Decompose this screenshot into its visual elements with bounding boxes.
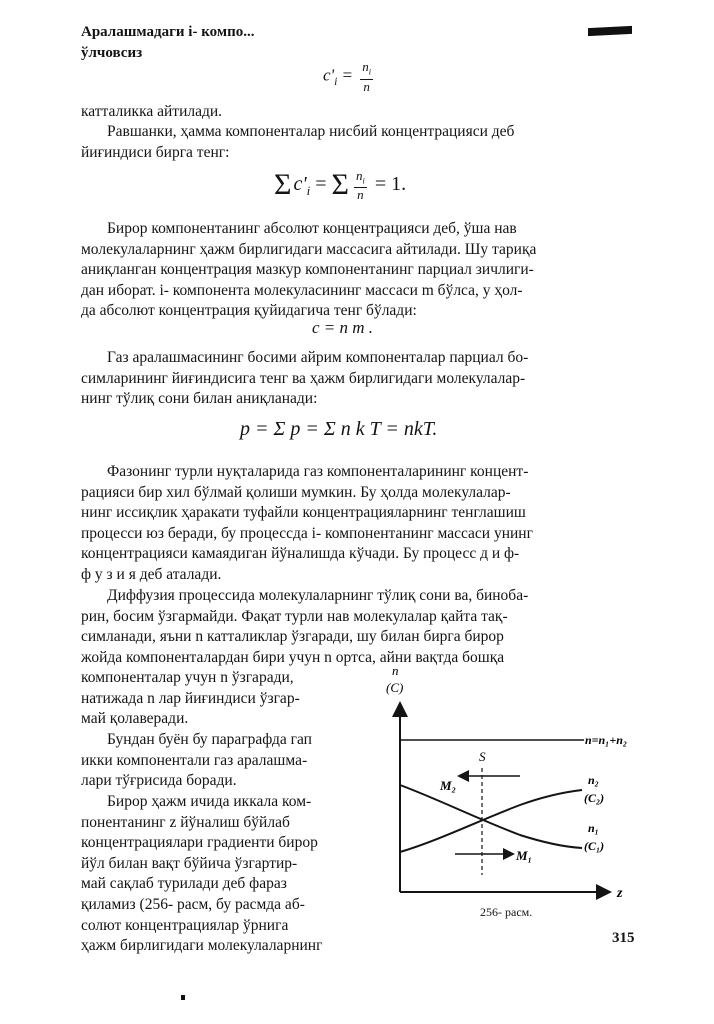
formula-absolute-concentration: c = n m . (312, 318, 374, 337)
s-label: S (479, 749, 486, 764)
n2-curve (400, 790, 582, 852)
figure-256-concentration-diagram (370, 660, 650, 910)
c2-label: (C₂) (584, 791, 605, 805)
paragraph-diffusion: Фазонинг турли нуқталарида газ компоненталарининг концент- рацияси бир хил бўлмай қолиши мумкин. Бу ҳолда молекулалар- нинг иссиқлик ҳаракати туфайли концентрацияларнинг тенглашиш процесси юз беради, бу процессда i- компонентанинг массаси унинг концентрацияси камаядиган йўналишда кўчади. Бу процесс д и ф- ф у з и я деб аталади. (81, 463, 533, 583)
formula-relative-concentration: $c'_i$ = $\frac{n_i}{n}$ (323, 59, 372, 94)
paragraph-relative-end: катталикка айтилади. (81, 103, 223, 120)
y-axis-label-c: (C) (386, 680, 404, 695)
header-line: Аралашмадаги i- компо... ўлчовсиз (81, 24, 255, 61)
paragraph-process: Диффузия процессида молекулаларнинг тўлиқ сони ва, биноба- рин, босим ўзгармайди. Фақат турли нав молекулалар қайта тақ- симланади, яъни n катталиклар ўзгаради, шу билан бирга бирор жойда компоненталардан бири учун n ортса, айни вақтда бошқа (81, 587, 529, 666)
paragraph-absolute-concentration: Бирор компонентанинг абсолют концентрацияси деб, ўша нав молекулаларнинг ҳажм бирлигидаги массасига айтилади. Шу тариқа аниқланган концентрация мазкур компонентанинг парциал зичлиги- дан иборат. i- компонента молекуласининг массаси m бўлса, у ҳол- да абсолют концентрация қуйидагича тенг бўлади: (81, 220, 537, 320)
page-number: 315 (612, 930, 635, 946)
figure-caption: 256- расм. (480, 905, 533, 919)
n2-label: n₂ (588, 773, 599, 787)
paragraph-assume-gradient: Бирор ҳажм ичида иккала ком- понентанинг z йўналиш бўйлаб концентрациялари градиенти бирор йўл билан вақт бўйича ўзгартир- май сақлаб турилади деб фараз қиламиз (256- расм, бу расмда аб- солют концентрациялар ўрнига ҳажм бирлигидаги молекулаларнинг (81, 793, 323, 955)
m1-label: M₁ (516, 848, 533, 863)
n1-label: n₁ (588, 821, 599, 835)
scan-mark-top-right (588, 26, 632, 36)
formula-sum-relative: $\Sigma c'_i = \Sigma$ $\frac{n_i}{n}$ = 1. (274, 167, 407, 203)
x-axis-label: z (617, 886, 623, 901)
paragraph-left-column: компоненталар учун n ўзгаради, натижада n лар йиғиндиси ўзгар- май қолаверади. (81, 669, 300, 728)
scan-mark-bottom (181, 995, 185, 1000)
paragraph-equal: Равшанки, ҳамма компоненталар нисбий концентрацияси деб йиғиндиси бирга тенг: (81, 123, 515, 161)
m2-label: M₂ (440, 778, 457, 793)
c1-label: (C₁) (584, 839, 605, 853)
paragraph-pressure: Газ аралашмасининг босими айрим компоненталар парциал бо- симларининг йиғиндисига тенг ва ҳажм бирлигидаги молекулалар- нинг тўлиқ сони билан аниқланади: (81, 349, 529, 408)
total-concentration-label: n=n₁+n₂ (585, 733, 628, 747)
y-axis-label: n (392, 663, 399, 678)
paragraph-two-component: Бундан буён бу параграфда гап икки компонентали газ аралашма- лари тўғрисида боради. (81, 731, 312, 790)
formula-pressure: p = Σ p = Σ n k T = nkT. (240, 418, 438, 440)
